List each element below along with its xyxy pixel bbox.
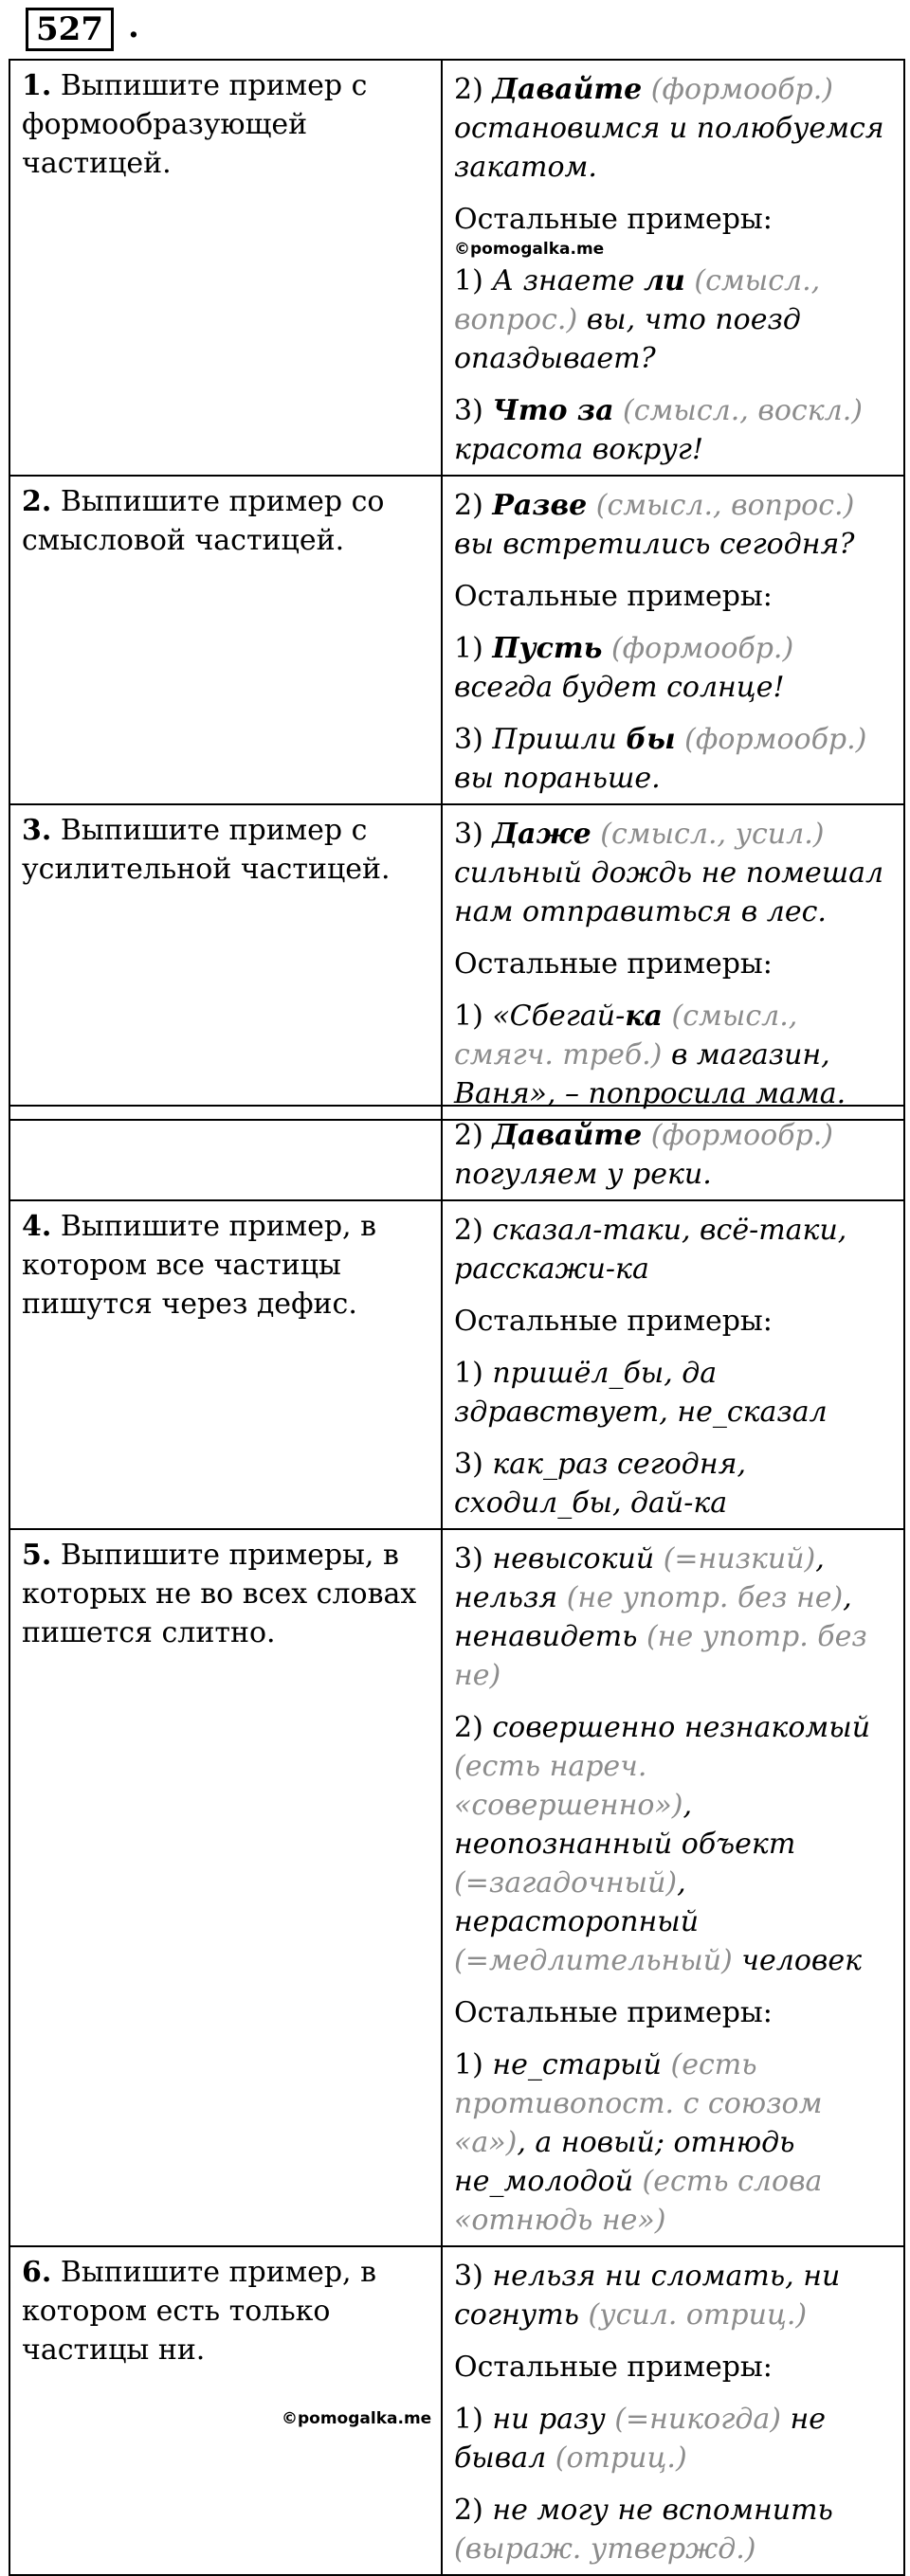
answer-fragment: 3) [454, 2260, 493, 2293]
answer-fragment: 2) [454, 489, 493, 522]
other-example [454, 391, 892, 469]
answer-fragment: не бывал [454, 2403, 827, 2475]
answer-fragment: 2) [454, 73, 493, 106]
table-row [9, 476, 904, 804]
answer-fragment: (=никогда) [614, 2403, 791, 2436]
answer-cell [442, 1106, 904, 1200]
answer-fragment: 3) [454, 1448, 493, 1481]
answer-fragment: , нельзя [454, 1542, 825, 1614]
question-cell [9, 60, 442, 476]
answer-fragment: (выраж. утвержд.) [454, 2532, 756, 2566]
answer-cell [442, 1200, 904, 1529]
answer-main [454, 486, 892, 564]
table-row [9, 2246, 904, 2575]
rest-label: Остальные примеры: [454, 1996, 773, 2029]
answer-fragment: погуляем у реки. [454, 1158, 712, 1191]
answer-fragment: (не употр. без не) [454, 1620, 867, 1692]
answer-fragment: , неопознанный объект [454, 1789, 796, 1861]
answer-main [454, 2257, 892, 2334]
answer-cell [442, 804, 904, 1120]
answer-fragment: А знаете [492, 264, 645, 297]
question-number: 1. [22, 69, 52, 102]
rest-label: Остальные примеры: [454, 947, 773, 981]
answer-fragment: вы пораньше. [454, 762, 661, 795]
answer-fragment: всегда будет солнце! [454, 671, 785, 704]
answer-fragment: (формообр.) [642, 1119, 833, 1152]
answer-fragment: (не употр. без не) [557, 1581, 844, 1614]
answer-fragment: не могу не вспомнить [492, 2494, 833, 2527]
exercise-number-dot: . [128, 8, 139, 45]
answer-fragment: 1) [454, 632, 493, 665]
question-number: 3. [22, 814, 52, 847]
answer-fragment: (формообр.) [602, 632, 794, 665]
table-row [9, 60, 904, 476]
answer-fragment: 1) [454, 1357, 493, 1390]
answer-fragment: нельзя ни сломать, ни согнуть [454, 2260, 841, 2332]
question-cell [9, 804, 442, 1120]
answer-fragment: , а новый; отнюдь не_молодой [454, 2126, 795, 2198]
rest-label: Остальные примеры: [454, 1305, 773, 1338]
answer-fragment: (=медлительный) [454, 1944, 733, 1977]
answer-main [454, 1116, 892, 1194]
answer-fragment: ли [644, 264, 685, 297]
question-number: 5. [22, 1539, 52, 1572]
answer-extra [454, 1708, 892, 1980]
answer-fragment: сильный дождь не помешал нам отправиться в лес. [454, 856, 884, 928]
rest-label: Остальные примеры: [454, 203, 773, 236]
answer-cell [442, 476, 904, 804]
answer-fragment: красота вокруг! [454, 433, 703, 466]
answer-fragment: (смысл., смягч. треб.) [454, 1000, 798, 1072]
table-row [9, 1529, 904, 2246]
table-row [9, 1200, 904, 1529]
answer-fragment: Пусть [492, 632, 603, 665]
question-text: Выпишите пример с формообразующей частицей. [22, 69, 368, 180]
answer-fragment: Давайте [492, 73, 643, 106]
answer-fragment: ни разу [492, 2403, 615, 2436]
other-example [454, 2045, 892, 2240]
answer-fragment: (смысл., усил.) [591, 818, 825, 851]
answer-fragment: как_раз сегодня, сходил_бы, дай-ка [454, 1448, 746, 1520]
answer-fragment: пришёл_бы, да здравствует, не_сказал [454, 1357, 828, 1429]
question-text: Выпишите пример со смысловой частицей. [22, 485, 385, 557]
answer-fragment: 1) [454, 2403, 493, 2436]
question-text: Выпишите пример с усилительной частицей. [22, 814, 391, 886]
answer-fragment: (есть нареч. «совершенно») [454, 1750, 683, 1822]
answer-fragment: (формообр.) [675, 723, 867, 756]
rest-label: Остальные примеры: [454, 2351, 773, 2384]
rest-label: Остальные примеры: [454, 580, 773, 613]
watermark: ©pomogalka.me [282, 2409, 432, 2428]
answer-fragment: не_старый [492, 2048, 671, 2081]
question-number: 2. [22, 485, 52, 518]
answer-fragment: (смысл., вопрос.) [587, 489, 855, 522]
answer-fragment: Пришли [492, 723, 627, 756]
question-text: Выпишите пример, в котором есть только частицы ни. [22, 2256, 376, 2367]
answer-cell [442, 60, 904, 476]
answer-fragment: 2) [454, 1711, 493, 1744]
answers-table-2 [9, 1105, 905, 2576]
answer-fragment: 3) [454, 394, 493, 427]
answer-fragment: совершенно незнакомый [492, 1711, 871, 1744]
answer-fragment: 3) [454, 818, 493, 851]
table-row [9, 804, 904, 1120]
other-example [454, 629, 892, 707]
answer-main [454, 70, 892, 187]
question-cell [9, 1529, 442, 2246]
answer-fragment: (смысл., воскл.) [613, 394, 863, 427]
answer-fragment: (есть противопост. с союзом «а») [454, 2048, 823, 2159]
question-cell [9, 476, 442, 804]
watermark-inline: ©pomogalka.me [454, 240, 605, 259]
other-example [454, 2400, 892, 2477]
answer-fragment: (формообр.) [642, 73, 833, 106]
answer-fragment: (усил. отриц.) [588, 2298, 808, 2332]
answer-fragment: 2) [454, 1214, 493, 1247]
answer-fragment: невысокий [492, 1542, 655, 1576]
answer-cell [442, 2246, 904, 2575]
question-text: Выпишите пример, в котором все частицы пишутся через дефис. [22, 1210, 376, 1321]
other-example [454, 261, 892, 378]
answer-fragment: (=загадочный) [454, 1866, 678, 1900]
answer-fragment: в магазин, Ваня», – попросила мама. [454, 1038, 846, 1110]
question-text: Выпишите примеры, в которых не во всех словах пишется слитно. [22, 1539, 417, 1649]
answer-fragment: , ненавидеть [454, 1581, 852, 1653]
answer-fragment: Даже [492, 818, 592, 851]
answer-fragment: 1) [454, 2048, 493, 2081]
other-example [454, 1354, 892, 1432]
answer-fragment: вы, что поезд опаздывает? [454, 303, 801, 375]
answer-fragment: (есть слова «отнюдь не») [454, 2165, 823, 2237]
answer-fragment: ка [625, 1000, 663, 1033]
answer-fragment: 1) [454, 264, 493, 297]
answer-fragment: бы [626, 723, 676, 756]
answer-fragment: Давайте [492, 1119, 643, 1152]
answer-main [454, 1211, 892, 1288]
answer-fragment: сказал-таки, всё-таки, расскажи-ка [454, 1214, 847, 1286]
answer-main [454, 1540, 892, 1695]
exercise-number: 527 [26, 8, 114, 51]
other-example [454, 2491, 892, 2568]
answer-cell [442, 1529, 904, 2246]
answer-fragment: Что за [492, 394, 614, 427]
other-example [454, 1445, 892, 1522]
answer-fragment: остановимся и полюбуемся закатом. [454, 112, 884, 184]
answer-fragment: Разве [492, 489, 588, 522]
question-cell [9, 1200, 442, 1529]
answer-fragment: 2) [454, 2494, 493, 2527]
answer-fragment: 3) [454, 1542, 493, 1576]
answer-fragment: человек [732, 1944, 863, 1977]
question-number: 6. [22, 2256, 52, 2289]
other-example [454, 720, 892, 798]
answer-fragment: (отриц.) [555, 2441, 687, 2475]
answer-fragment: вы встретились сегодня? [454, 528, 855, 561]
answer-fragment: 3) [454, 723, 493, 756]
answer-fragment: 1) [454, 1000, 493, 1033]
answer-fragment: (смысл., вопрос.) [454, 264, 821, 336]
answer-fragment: (=низкий) [654, 1542, 816, 1576]
question-number: 4. [22, 1210, 52, 1243]
table-row [9, 1106, 904, 1200]
answer-fragment: 2) [454, 1119, 493, 1152]
answer-fragment: «Сбегай- [492, 1000, 626, 1033]
answers-table-1 [9, 59, 905, 1121]
answer-fragment: , нерасторопный [454, 1866, 700, 1938]
question-cell [9, 1106, 442, 1200]
other-example [454, 997, 892, 1113]
answer-main [454, 815, 892, 931]
